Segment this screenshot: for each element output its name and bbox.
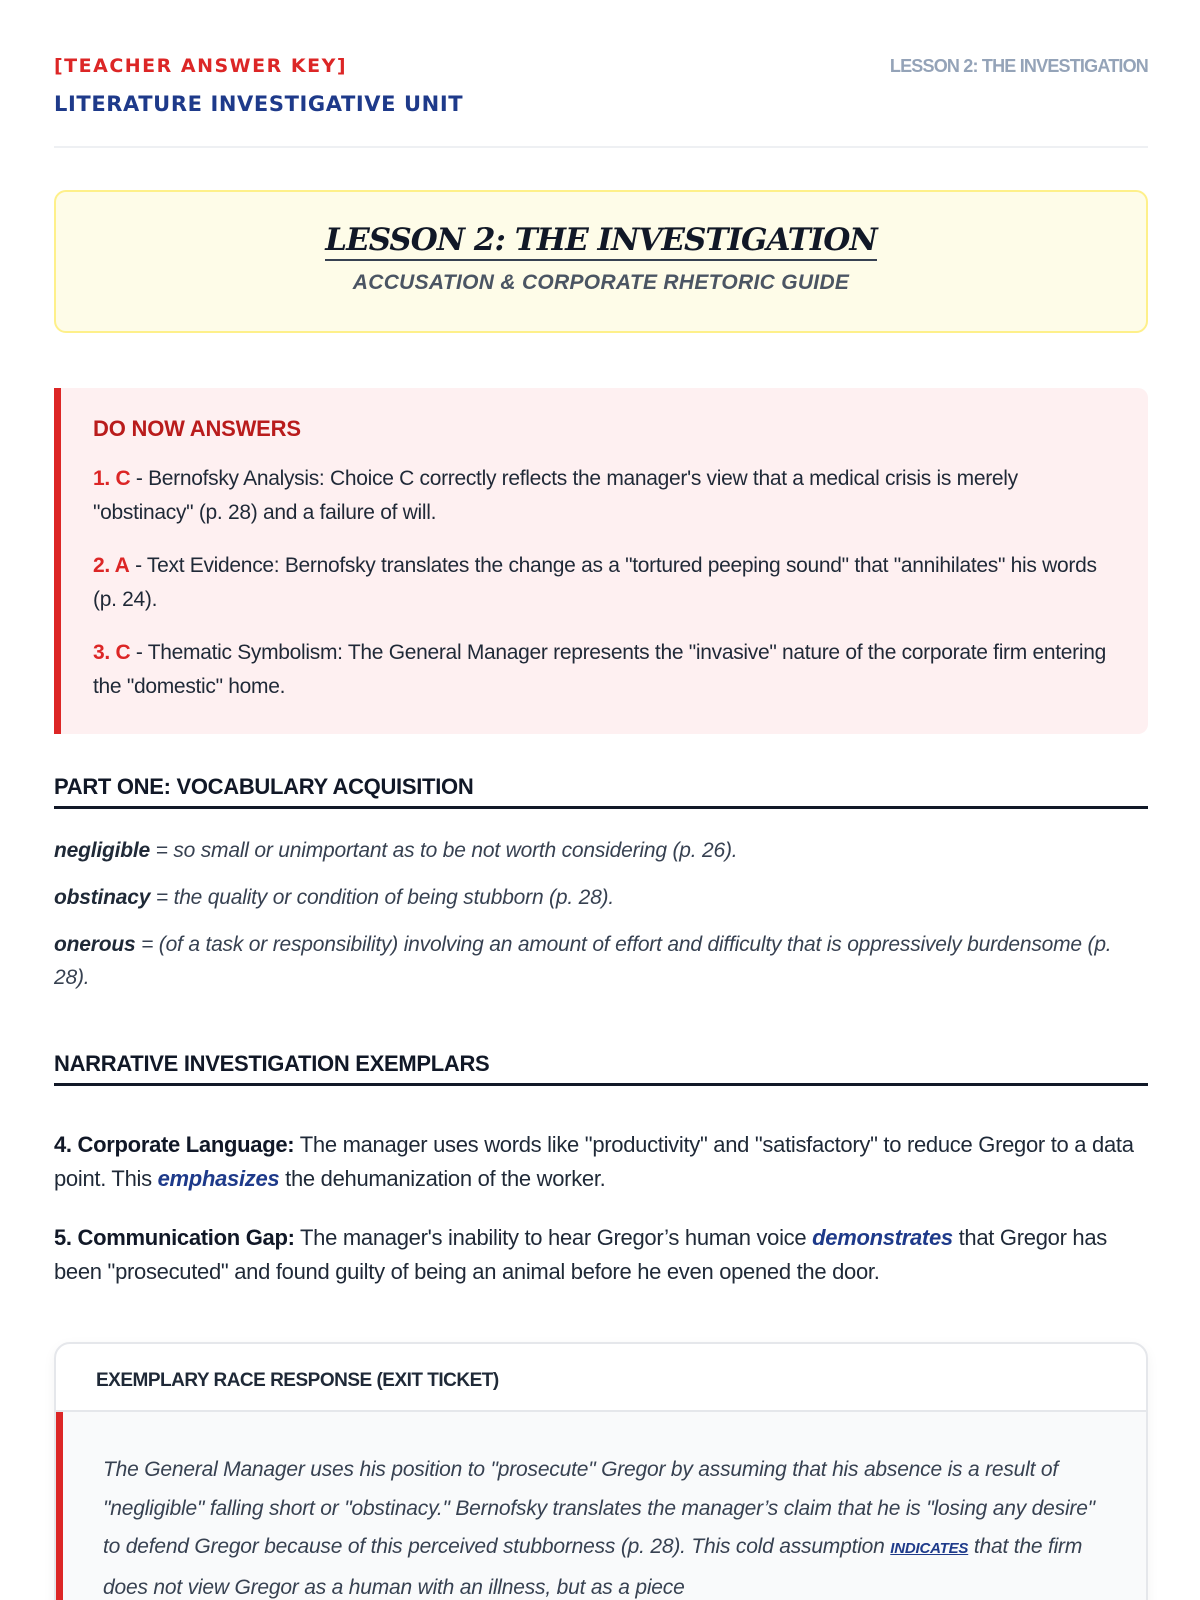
page-title: LESSON 2: THE INVESTIGATION — [325, 222, 876, 261]
race-response-text — [103, 1451, 1116, 1600]
vocab-item — [54, 928, 1148, 994]
answer-text: - Thematic Symbolism: The General Manager represents the "invasive" nature of the corporate firm entering the "domestic" home. — [93, 641, 1106, 698]
answer-item — [93, 462, 1118, 530]
exemplar-text: The manager's inability to hear Gregor’s human voice — [294, 1225, 813, 1250]
exemplar-keyword: emphasizes — [157, 1166, 280, 1191]
vocab-term: onerous — [54, 933, 136, 956]
exemplar-item — [54, 1221, 1148, 1289]
race-response-body — [56, 1412, 1146, 1600]
race-response-heading: EXEMPLARY RACE RESPONSE (EXIT TICKET) — [56, 1344, 1146, 1412]
answer-label: 1. C — [93, 467, 131, 490]
vocab-term: negligible — [54, 839, 151, 862]
race-keyword: INDICATES — [890, 1540, 969, 1557]
vocab-term: obstinacy — [54, 886, 151, 909]
exemplar-text: The manager uses words like "productivity" and "satisfactory" to reduce Gregor to a data point. This — [54, 1132, 1134, 1191]
answer-label: 2. A — [93, 554, 130, 577]
answer-key-label: [TEACHER ANSWER KEY] — [54, 55, 348, 77]
race-text: The General Manager uses his position to "prosecute" Gregor by assuming that his absence is a result of "negligible" falling short or "obstinacy." Bernofsky translates the manager’s claim that he is "losing any desire" to defend Gregor because of this perceived stubborness (p. 28). This cold assumption — [103, 1458, 1095, 1558]
exemplars-heading: NARRATIVE INVESTIGATION EXEMPLARS — [54, 1051, 1148, 1086]
do-now-answers-panel — [54, 388, 1148, 734]
title-card — [54, 190, 1148, 333]
answer-text: - Bernofsky Analysis: Choice C correctly reflects the manager's view that a medical crisis is merely "obstinacy" (p. 28) and a failure of will. — [93, 467, 1018, 524]
unit-title: LITERATURE INVESTIGATIVE UNIT — [54, 92, 464, 116]
page-header — [54, 0, 1148, 148]
race-text: that the firm does not view Gregor as a human with an illness, but as a piece — [103, 1535, 1083, 1599]
vocab-item — [54, 834, 1148, 867]
vocab-definition: = (of a task or responsibility) involving an amount of effort and difficulty that is oppressively burdensome (p. 28). — [54, 933, 1112, 989]
race-response-card — [54, 1342, 1148, 1600]
exemplar-label: 5. Communication Gap: — [54, 1225, 295, 1250]
exemplar-label: 4. Corporate Language: — [54, 1132, 295, 1157]
vocab-definition: = the quality or condition of being stubborn (p. 28). — [150, 886, 614, 909]
answer-label: 3. C — [93, 641, 131, 664]
answer-text: - Text Evidence: Bernofsky translates the change as a "tortured peeping sound" that "annihilates" his words (p. 24). — [93, 554, 1097, 611]
exemplars-list — [54, 1128, 1148, 1314]
vocabulary-list — [54, 834, 1148, 1008]
page-subtitle: ACCUSATION & CORPORATE RHETORIC GUIDE — [352, 271, 850, 294]
answer-item — [93, 549, 1118, 617]
answer-key-page — [54, 0, 1148, 1599]
vocabulary-heading: PART ONE: VOCABULARY ACQUISITION — [54, 774, 1148, 809]
vocab-definition: = so small or unimportant as to be not worth considering (p. 26). — [150, 839, 738, 862]
do-now-heading: DO NOW ANSWERS — [93, 416, 301, 441]
exemplar-item — [54, 1128, 1148, 1196]
exemplar-text: that Gregor has been "prosecuted" and found guilty of being an animal before he even opened the door. — [54, 1225, 1107, 1284]
vocab-item — [54, 881, 1148, 914]
lesson-label: LESSON 2: THE INVESTIGATION — [889, 56, 1148, 76]
answer-item — [93, 636, 1118, 704]
exemplar-text: the dehumanization of the worker. — [279, 1166, 606, 1191]
exemplar-keyword: demonstrates — [812, 1225, 953, 1250]
